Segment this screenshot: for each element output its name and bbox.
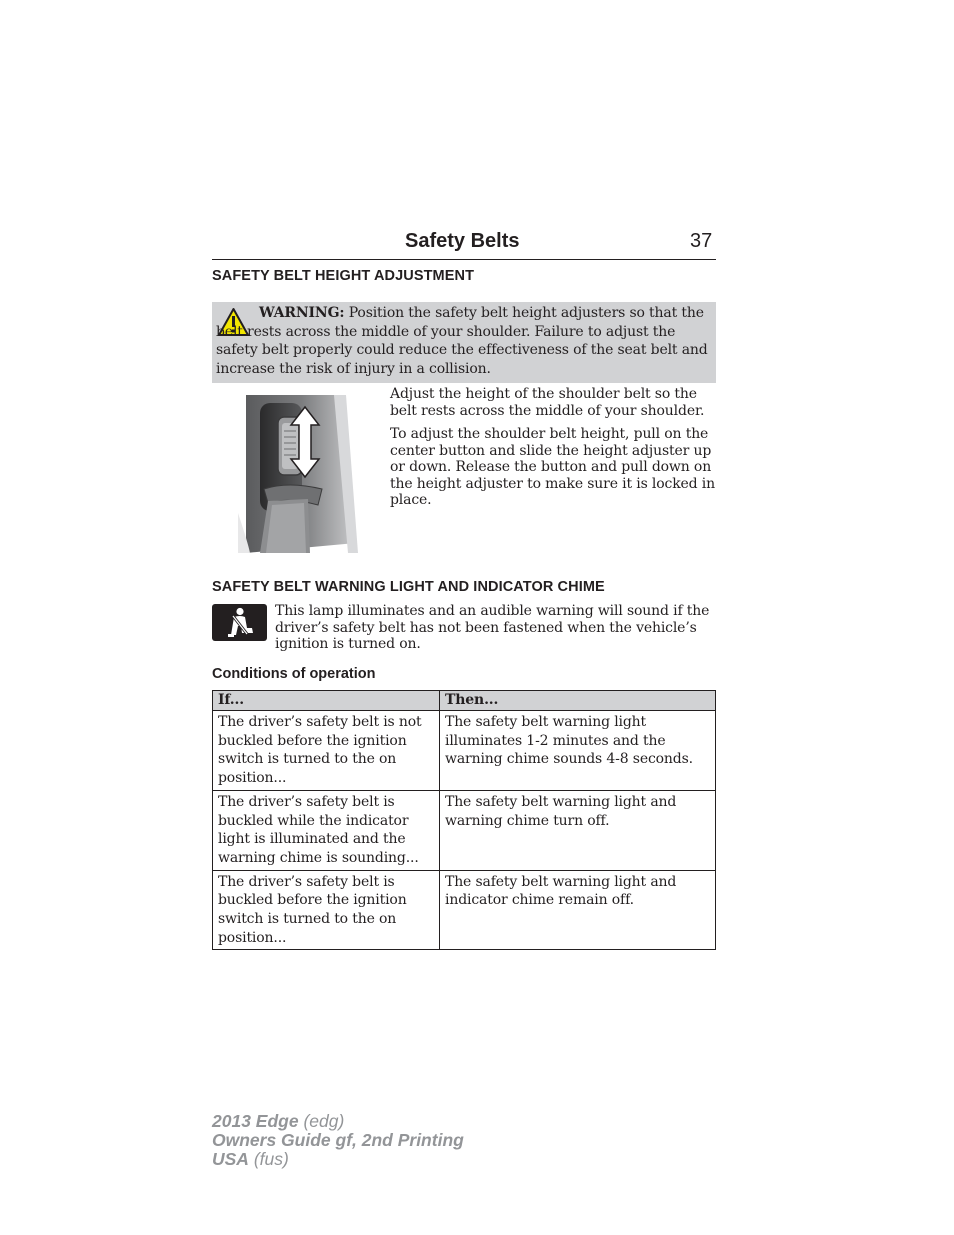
footer-line-2 — [212, 1131, 464, 1150]
table-cell-if: The driver’s safety belt is not buckled before the ignition switch is turned to the on position... — [213, 711, 440, 791]
footer-model: 2013 Edge — [212, 1111, 299, 1131]
footer-line-1 — [212, 1112, 464, 1131]
table-cell-if: The driver’s safety belt is buckled while the indicator light is illuminated and the warning chime is sounding... — [213, 790, 440, 870]
footer-market-code: (fus) — [248, 1149, 289, 1169]
column-header-then: Then... — [440, 691, 716, 711]
lamp-description: This lamp illuminates and an audible warning will sound if the driver’s safety belt has not been fastened when the vehicle’s ignition is turned on. — [275, 603, 710, 652]
warning-box — [212, 302, 716, 383]
footer-line-3 — [212, 1150, 464, 1169]
table-cell-then: The safety belt warning light illuminates 1-2 minutes and the warning chime sounds 4-8 seconds. — [440, 711, 716, 791]
section-heading-height-adjustment: SAFETY BELT HEIGHT ADJUSTMENT — [212, 268, 475, 284]
adjust-paragraph-1: Adjust the height of the shoulder belt so the belt rests across the middle of your shoulder. — [390, 386, 705, 419]
table-cell-then: The safety belt warning light and warning chime turn off. — [440, 790, 716, 870]
header-divider — [212, 259, 716, 260]
belt-height-adjuster-illustration — [238, 393, 358, 553]
warning-text — [216, 304, 712, 378]
page-title: Safety Belts — [405, 230, 520, 252]
table-header-row — [213, 691, 716, 711]
table-row — [213, 870, 716, 950]
table-cell-then: The safety belt warning light and indicator chime remain off. — [440, 870, 716, 950]
conditions-table — [212, 690, 716, 950]
footer-model-code: (edg) — [298, 1111, 345, 1131]
table-row — [213, 790, 716, 870]
page-number: 37 — [690, 230, 713, 252]
warning-label: WARNING: — [259, 305, 345, 321]
table-row — [213, 711, 716, 791]
warning-body: Position the safety belt height adjusters so that the belt rests across the middle of your shoulder. Failure to adjust the safety belt properly could reduce the effectiveness of the seat belt and increase the risk of injury in a collision. — [216, 305, 708, 377]
conditions-heading: Conditions of operation — [212, 666, 376, 682]
footer-edition-info — [212, 1112, 464, 1169]
footer-market: USA — [212, 1149, 249, 1169]
adjust-paragraph-2: To adjust the shoulder belt height, pull on the center button and slide the height adjuster up or down. Release the button and pull down on the height adjuster to make sure it is locked in place. — [390, 426, 715, 508]
table-cell-if: The driver’s safety belt is buckled before the ignition switch is turned to the on position... — [213, 870, 440, 950]
section-heading-warning-chime: SAFETY BELT WARNING LIGHT AND INDICATOR CHIME — [212, 579, 605, 595]
column-header-if: If... — [213, 691, 440, 711]
footer-guide: Owners Guide gf, 2nd Printing — [212, 1130, 464, 1150]
seatbelt-warning-icon — [212, 604, 267, 641]
